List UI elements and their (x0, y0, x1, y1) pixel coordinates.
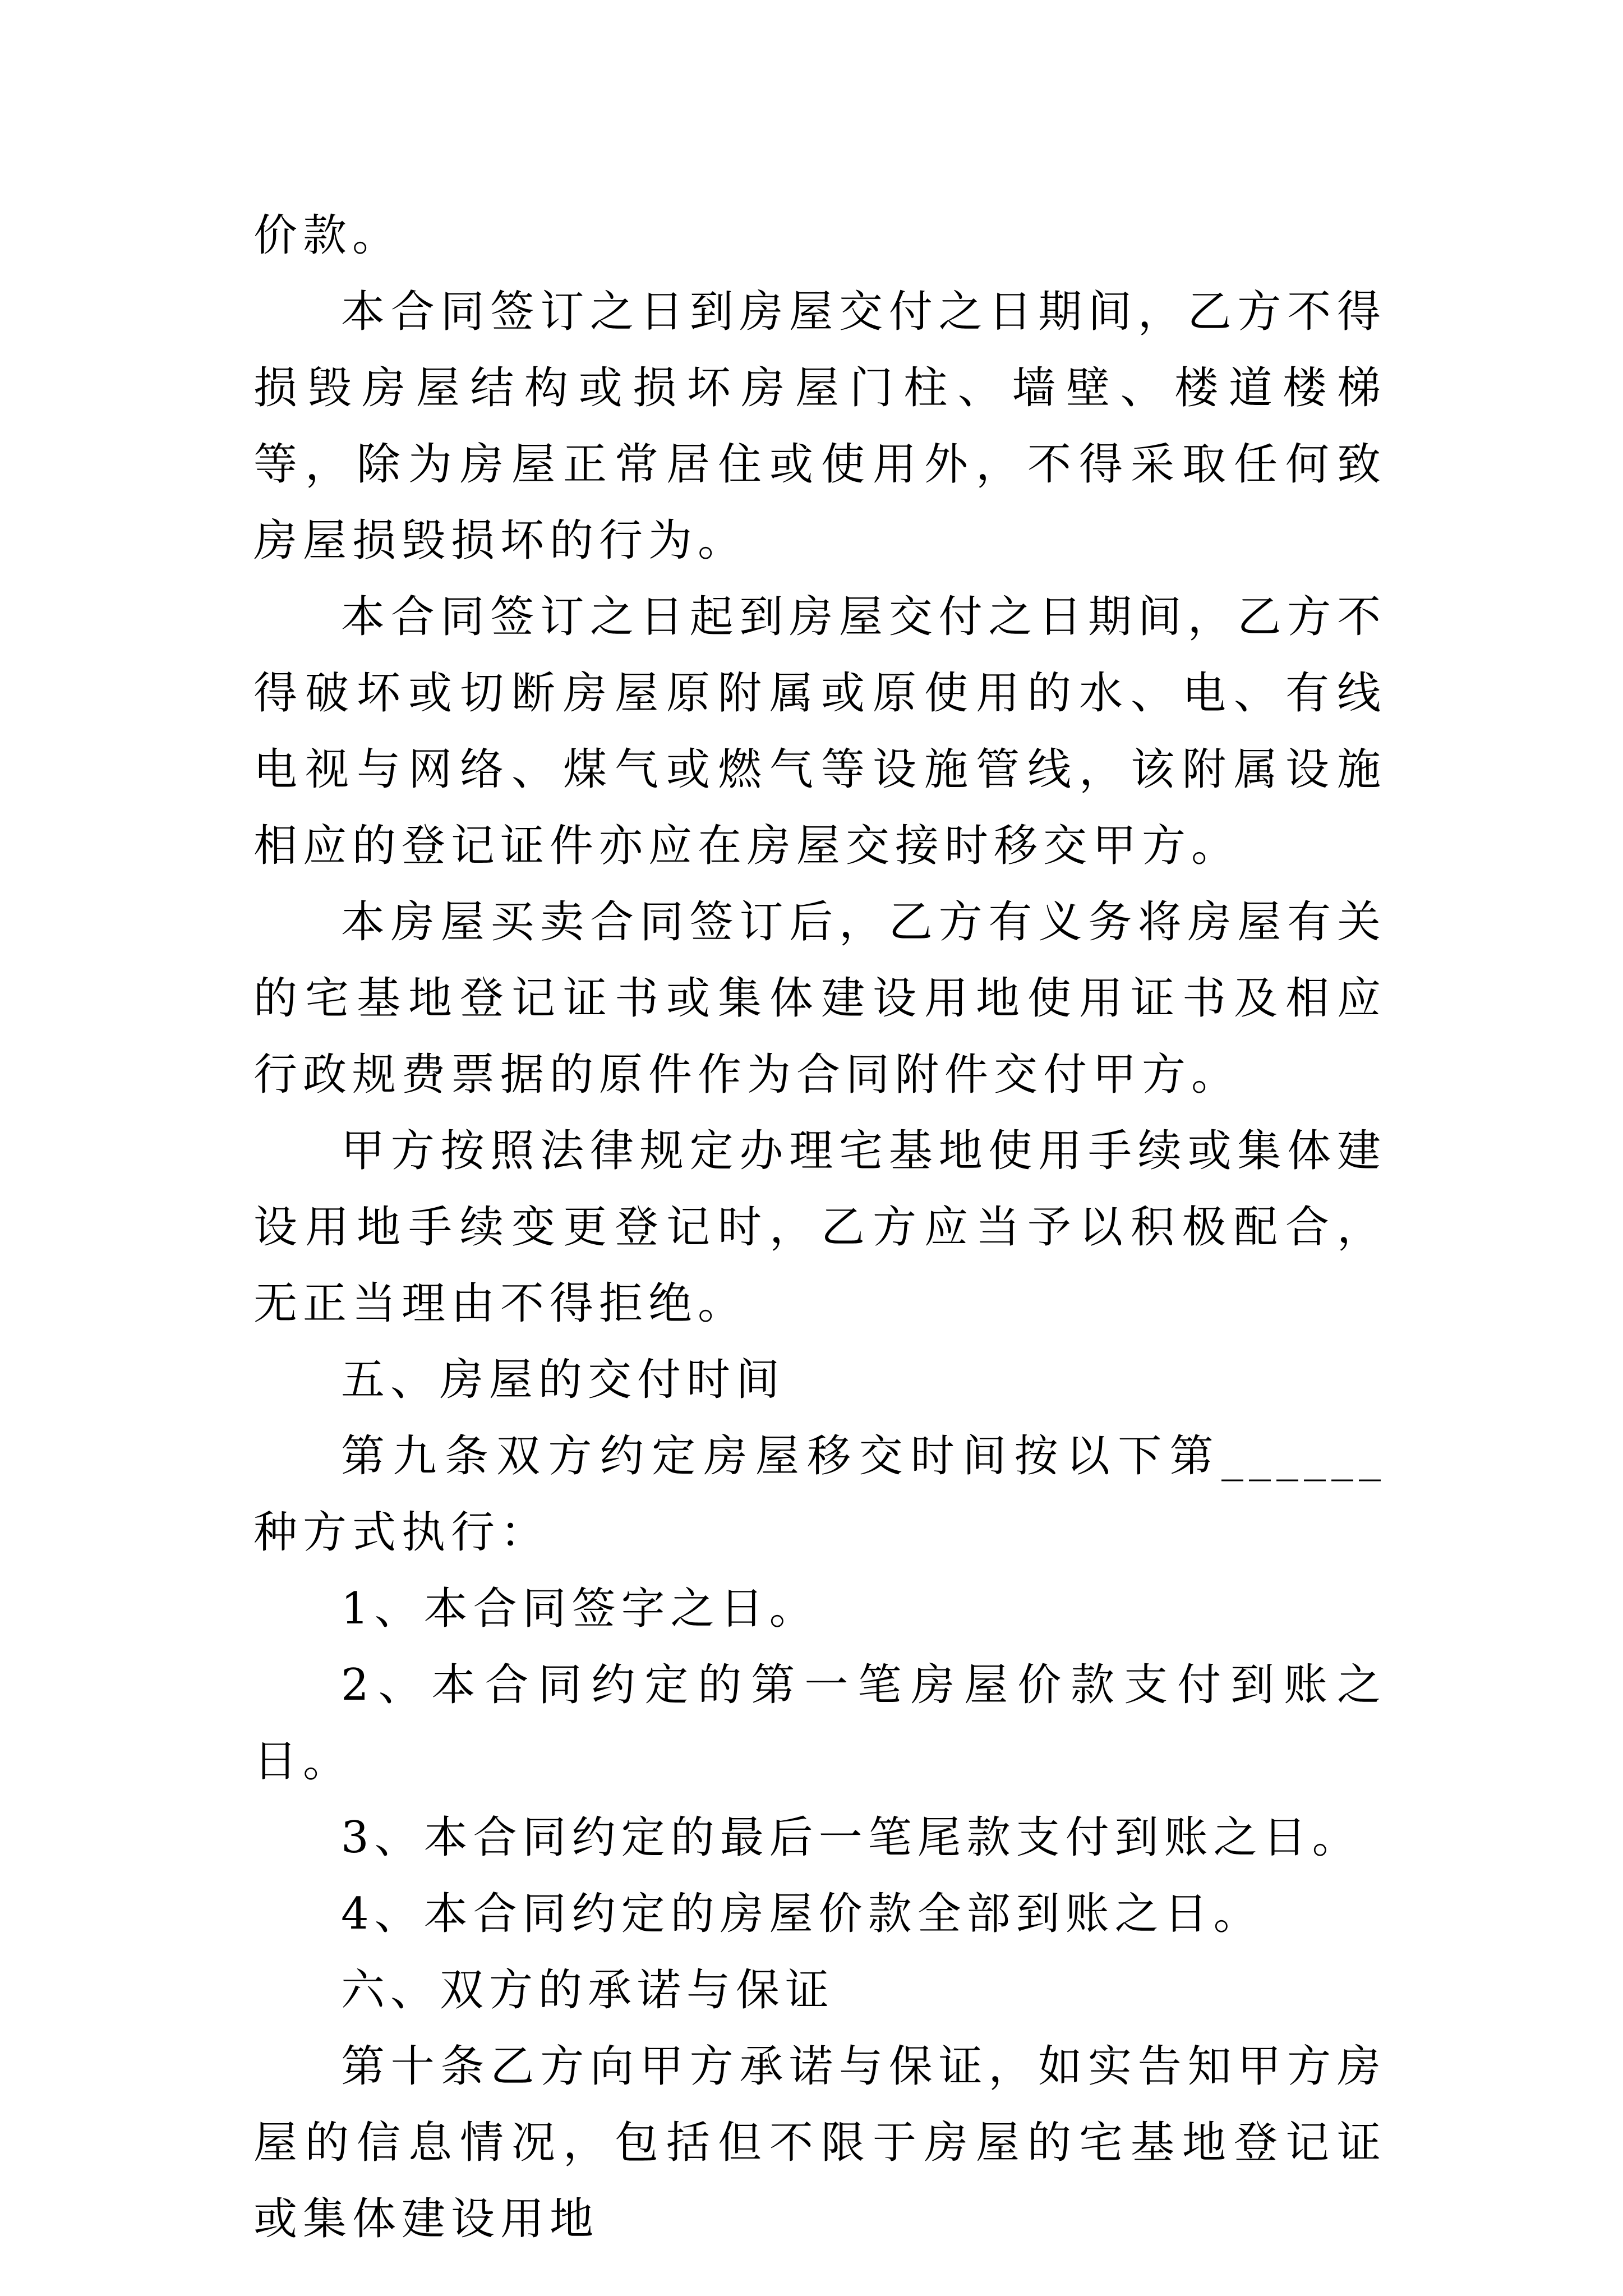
list-item-option-3: 3、本合同约定的最后一笔尾款支付到账之日。 (341, 1812, 1362, 1863)
paragraph-facilities: 本合同签订之日起到房屋交付之日期间，乙方不得破坏或切断房屋原附属或原使用的水、电、有线电视与网络、煤气或燃气等设施管线，该附属设施相应的登记证件亦应在房屋交接时移交甲方。 (253, 592, 1386, 871)
paragraph-certificates: 本房屋买卖合同签订后，乙方有义务将房屋有关的宅基地登记证书或集体建设用地使用证书及相应行政规费票据的原件作为合同附件交付甲方。 (253, 897, 1386, 1100)
section-heading-commitments: 六、双方的承诺与保证 (341, 1965, 835, 2016)
article-ten: 第十条乙方向甲方承诺与保证，如实告知甲方房屋的信息情况，包括但不限于房屋的宅基地登记证或集体建设用地 (253, 2041, 1386, 2244)
paragraph-registration: 甲方按照法律规定办理宅基地使用手续或集体建设用地手续变更登记时，乙方应当予以积极配合，无正当理由不得拒绝。 (253, 1126, 1386, 1329)
list-item-option-4: 4、本合同约定的房屋价款全部到账之日。 (341, 1889, 1263, 1939)
document-body (253, 197, 1386, 2257)
article-nine: 第九条双方约定房屋移交时间按以下第______种方式执行： (253, 1431, 1386, 1558)
list-item-option-1: 1、本合同签字之日。 (341, 1584, 819, 1634)
section-heading-delivery-time: 五、房屋的交付时间 (341, 1355, 786, 1405)
list-item-option-2: 2、本合同约定的第一笔房屋价款支付到账之日。 (253, 1660, 1386, 1787)
paragraph-damage-prohibition: 本合同签订之日到房屋交付之日期间，乙方不得损毁房屋结构或损坏房屋门柱、墙壁、楼道楼梯等，除为房屋正常居住或使用外，不得采取任何致房屋损毁损坏的行为。 (253, 287, 1386, 566)
paragraph-continuation: 价款。 (253, 210, 402, 261)
